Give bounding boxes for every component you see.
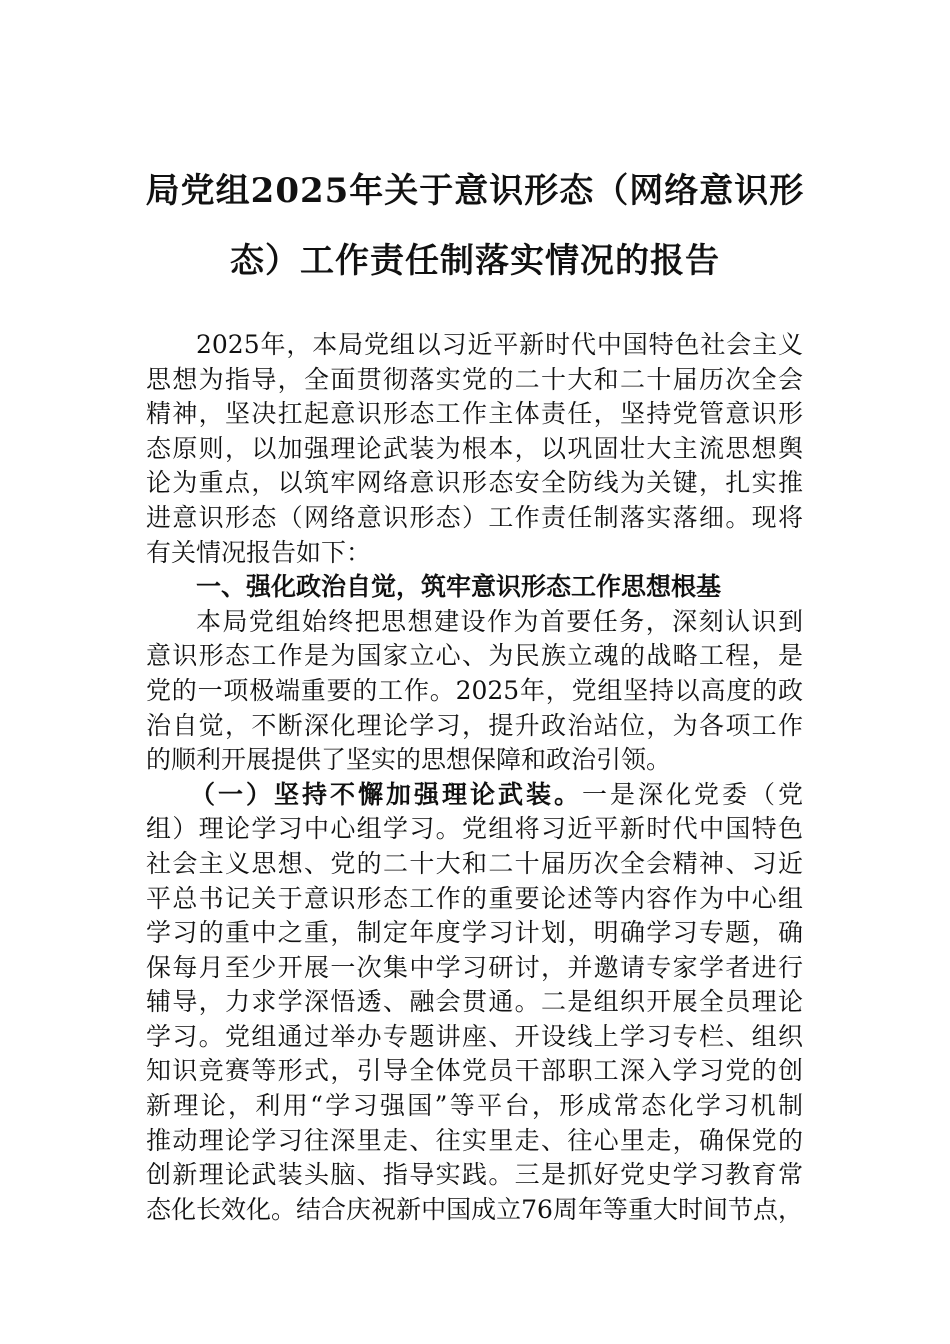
text-line: 党的一项极端重要的工作。2025年，党组坚持以高度的政 (146, 675, 803, 705)
text-line: 辅导，力求学深悟透、融会贯通。二是组织开展全员理论 (146, 987, 803, 1017)
text-line: 论为重点，以筑牢网络意识形态安全防线为关键，扎实推 (146, 468, 803, 498)
text-line: 知识竞赛等形式，引导全体党员干部职工深入学习党的创 (146, 1056, 803, 1086)
text-line: 组）理论学习中心组学习。党组将习近平新时代中国特色 (146, 814, 803, 844)
text-line: 思想为指导，全面贯彻落实党的二十大和二十届历次全会 (146, 364, 803, 394)
text-line (146, 778, 803, 813)
text-line: 推动理论学习往深里走、往实里走、往心里走，确保党的 (146, 1125, 803, 1155)
document-body (146, 328, 803, 1227)
subsection-lead: （一）坚持不懈加强理论武装。 (190, 779, 582, 809)
document-title-line-2: 态）工作责任制落实情况的报告 (230, 241, 720, 281)
text-line: 精神，坚决扛起意识形态工作主体责任，坚持党管意识形 (146, 399, 803, 429)
text-line: 学习。党组通过举办专题讲座、开设线上学习专栏、组织 (146, 1021, 803, 1051)
text-line-content: 一是深化党委（党 (581, 779, 803, 809)
text-line: 的顺利开展提供了坚实的思想保障和政治引领。 (146, 745, 672, 775)
text-line: 社会主义思想、党的二十大和二十届历次全会精神、习近 (146, 848, 803, 878)
text-line: 平总书记关于意识形态工作的重要论述等内容作为中心组 (146, 883, 803, 913)
text-line: 有关情况报告如下： (146, 537, 372, 567)
text-line: 新理论，利用“学习强国”等平台，形成常态化学习机制 (146, 1091, 803, 1121)
text-line: 本局党组始终把思想建设作为首要任务，深刻认识到 (196, 606, 803, 636)
text-line: 创新理论武装头脑、指导实践。三是抓好党史学习教育常 (146, 1160, 803, 1190)
text-line: 态原则，以加强理论武装为根本，以巩固壮大主流思想舆 (146, 433, 803, 463)
text-line: 进意识形态（网络意识形态）工作责任制落实落细。现将 (146, 502, 803, 532)
text-line: 2025年，本局党组以习近平新时代中国特色社会主义 (196, 330, 803, 359)
document-title-line-1: 局党组2025年关于意识形态（网络意识形 (145, 171, 805, 211)
text-line: 保每月至少开展一次集中学习研讨，并邀请专家学者进行 (146, 952, 803, 982)
text-line: 意识形态工作是为国家立心、为民族立魂的战略工程，是 (146, 641, 803, 671)
text-line: 学习的重中之重，制定年度学习计划，明确学习专题，确 (146, 918, 803, 948)
text-line: 态化长效化。结合庆祝新中国成立76周年等重大时间节点， (146, 1194, 803, 1224)
text-line: 治自觉，不断深化理论学习，提升政治站位，为各项工作 (146, 710, 803, 740)
section-heading: 一、强化政治自觉，筑牢意识形态工作思想根基 (196, 572, 722, 602)
